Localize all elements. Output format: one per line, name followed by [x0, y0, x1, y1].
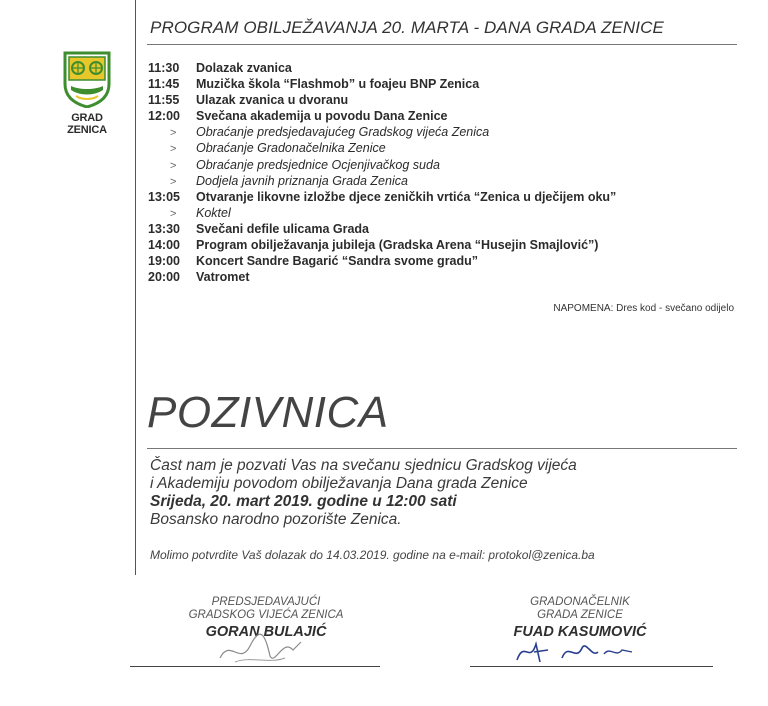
schedule-text: Dolazak zvanica	[196, 61, 292, 75]
schedule-text: Obraćanje Gradonačelnika Zenice	[196, 141, 386, 156]
chevron-right-icon: >	[170, 207, 177, 220]
schedule-text: Svečana akademija u povodu Dana Zenice	[196, 109, 448, 124]
schedule-text: Obraćanje predsjedavajućeg Gradskog vijeća Zenica	[196, 125, 490, 140]
signature-role: GRADA ZENICE	[537, 609, 623, 621]
chevron-right-icon: >	[170, 159, 177, 172]
signature-role: GRADONAČELNIK	[530, 596, 630, 608]
invitation-line: Čast nam je pozvati Vas na svečanu sjednicu Gradskog vijeća	[150, 457, 577, 474]
schedule-time: 12:00	[148, 109, 180, 124]
schedule-item	[148, 60, 616, 76]
schedule-text: Ulazak zvanica u dvoranu	[196, 93, 349, 108]
schedule-text: Vatromet	[196, 270, 250, 285]
schedule-list	[148, 60, 616, 285]
schedule-time: 20:00	[148, 270, 180, 285]
schedule-text: Obraćanje predsjednice Ocjenjivačkog suda	[196, 157, 440, 172]
schedule-time: 13:30	[148, 221, 180, 236]
invitation-venue: Bosansko narodno pozorište Zenica.	[150, 511, 402, 528]
schedule-time: 11:55	[148, 93, 180, 108]
handwritten-signature-left	[215, 628, 305, 668]
vertical-divider	[135, 0, 136, 575]
schedule-subitem	[148, 140, 616, 156]
schedule-item	[148, 221, 616, 237]
schedule-time: 11:30	[148, 61, 180, 75]
program-title: PROGRAM OBILJEŽAVANJA 20. MARTA - DANA GRADA ZENICE	[150, 18, 664, 37]
schedule-item	[148, 189, 616, 205]
schedule-text: Koktel	[196, 205, 231, 220]
schedule-text: Program obilježavanja jubileja (Gradska Arena “Husejin Smajlović”)	[196, 238, 599, 253]
schedule-item	[148, 237, 616, 253]
schedule-text: Dodjela javnih priznanja Grada Zenica	[196, 173, 408, 188]
invitation-title: POZIVNICA	[147, 388, 389, 437]
schedule-text: Muzička škola “Flashmob” u foajeu BNP Zenica	[196, 77, 480, 92]
dress-code-note: NAPOMENA: Dres kod - svečano odijelo	[553, 303, 734, 314]
schedule-subitem	[148, 205, 616, 221]
city-logo	[52, 50, 122, 136]
schedule-item	[148, 253, 616, 269]
chevron-right-icon: >	[170, 175, 177, 188]
chevron-right-icon: >	[170, 127, 177, 140]
schedule-subitem	[148, 157, 616, 173]
signature-line-right	[470, 666, 713, 667]
invitation-date: Srijeda, 20. mart 2019. godine u 12:00 sati	[150, 493, 457, 510]
invitation-body	[150, 457, 577, 529]
schedule-item	[148, 76, 616, 92]
chevron-right-icon: >	[170, 143, 177, 156]
schedule-time: 13:05	[148, 189, 180, 204]
signature-name: FUAD KASUMOVIĆ	[513, 624, 647, 640]
logo-caption: GRAD ZENICA	[67, 112, 107, 136]
signature-role: PREDSJEDAVAJUĆI	[211, 596, 321, 608]
schedule-subitem	[148, 124, 616, 140]
schedule-text: Koncert Sandre Bagarić “Sandra svome gradu”	[196, 254, 479, 269]
signature-role: GRADSKOG VIJEĆA ZENICA	[188, 609, 344, 621]
signature-line-left	[130, 666, 380, 667]
invitation-line: i Akademiju povodom obilježavanja Dana grada Zenice	[150, 475, 528, 492]
coat-of-arms-icon	[62, 50, 112, 108]
invitation-divider	[147, 448, 737, 449]
schedule-item	[148, 269, 616, 285]
schedule-item	[148, 108, 616, 124]
signature-name: GORAN BULAJIĆ	[205, 624, 327, 640]
schedule-time: 11:45	[148, 77, 180, 92]
schedule-text: Svečani defile ulicama Grada	[196, 221, 369, 236]
schedule-time: 14:00	[148, 238, 180, 253]
schedule-subitem	[148, 173, 616, 189]
rsvp-note: Molimo potvrdite Vaš dolazak do 14.03.2019. godine na e-mail: protokol@zenica.ba	[150, 548, 595, 562]
title-divider	[147, 44, 737, 45]
schedule-time: 19:00	[148, 254, 180, 269]
schedule-item	[148, 92, 616, 108]
schedule-text: Otvaranje likovne izložbe djece zeničkih vrtića “Zenica u dječijem oku”	[196, 189, 617, 204]
handwritten-signature-right	[512, 628, 642, 668]
